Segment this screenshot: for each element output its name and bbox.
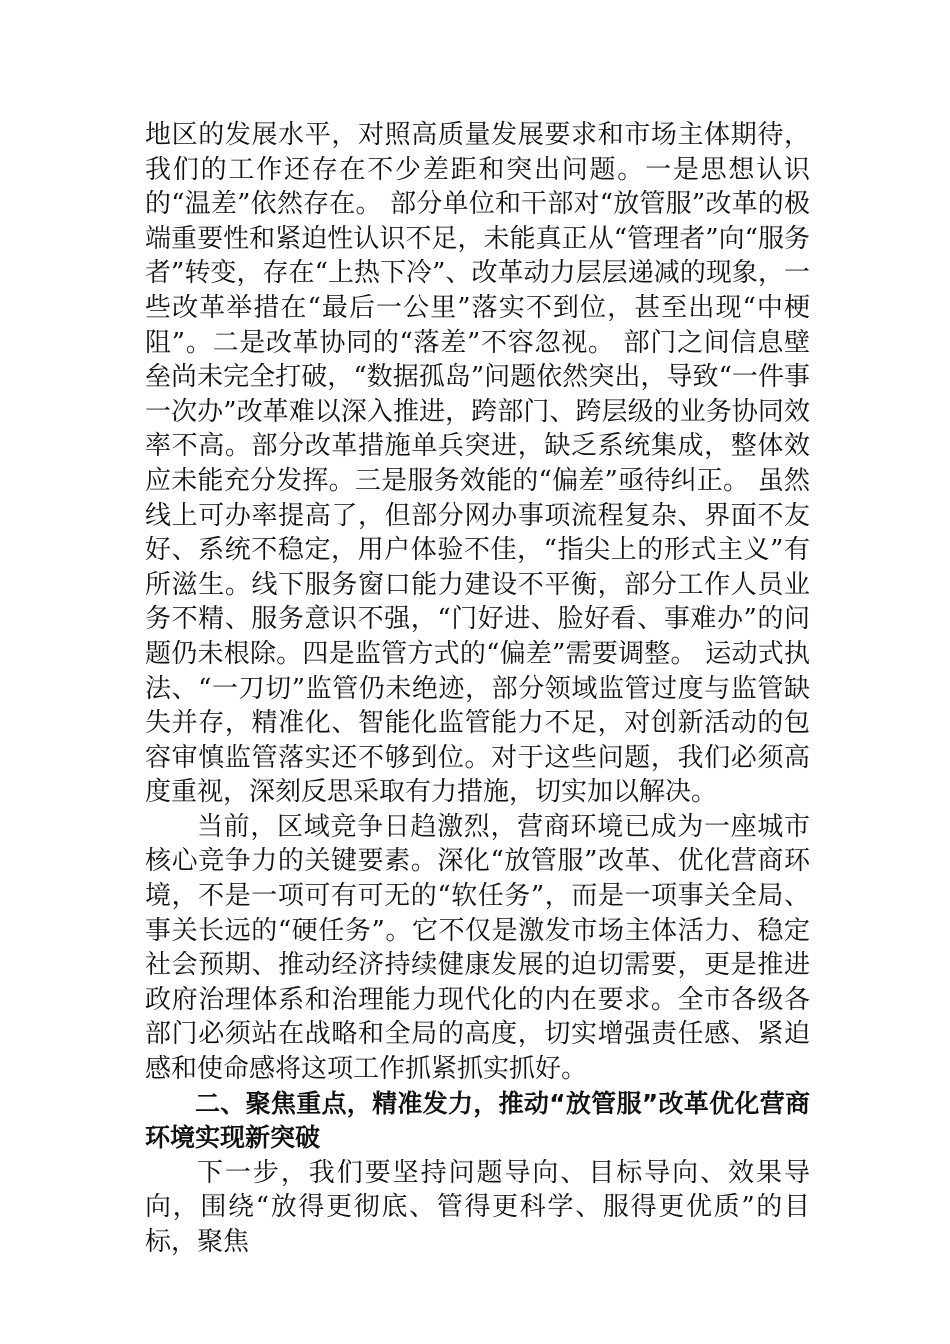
- body-paragraph: 当前，区域竞争日趋激烈，营商环境已成为一座城市核心竞争力的关键要素。深化“放管服”改革、优化营商环境，不是一项可有可无的“软任务”，而是一项事关全局、事关长远的“硬任务”。它不仅是激发市场主体活力、稳定社会预期、推动经济持续健康发展的迫切需要，更是推进政府治理体系和治理能力现代化的内在要求。全市各级各部门必须站在战略和全局的高度，切实增强责任感、紧迫感和使命感将这项工作抓紧抓实抓好。: [145, 811, 810, 1085]
- document-page: [145, 118, 810, 1260]
- section-heading: 二、聚焦重点，精准发力，推动“放管服”改革优化营商环境实现新突破: [145, 1088, 810, 1153]
- body-paragraph-continued: 地区的发展水平，对照高质量发展要求和市场主体期待，我们的工作还存在不少差距和突出问题。一是思想认识的“温差”依然存在。 部分单位和干部对“放管服”改革的极端重要性和紧迫性认识不足，未能真正从“管理者”向“服务者”转变，存在“上热下冷”、改革动力层层递减的现象，一些改革举措在“最后一公里”落实不到位，甚至出现“中梗阻”。二是改革协同的“落差”不容忽视。 部门之间信息壁垒尚未完全打破，“数据孤岛”问题依然突出，导致“一件事一次办”改革难以深入推进，跨部门、跨层级的业务协同效率不高。部分改革措施单兵突进，缺乏系统集成，整体效应未能充分发挥。三是服务效能的“偏差”亟待纠正。 虽然线上可办率提高了，但部分网办事项流程复杂、界面不友好、系统不稳定，用户体验不佳，“指尖上的形式主义”有所滋生。线下服务窗口能力建设不平衡，部分工作人员业务不精、服务意识不强，“门好进、脸好看、事难办”的问题仍未根除。四是监管方式的“偏差”需要调整。 运动式执法、“一刀切”监管仍未绝迹，部分领域监管过度与监管缺失并存，精准化、智能化监管能力不足，对创新活动的包容审慎监管落实还不够到位。对于这些问题，我们必须高度重视，深刻反思采取有力措施，切实加以解决。: [145, 120, 810, 808]
- body-paragraph: 下一步，我们要坚持问题导向、目标导向、效果导向，围绕“放得更彻底、管得更科学、服得更优质”的目标，聚焦: [145, 1157, 810, 1257]
